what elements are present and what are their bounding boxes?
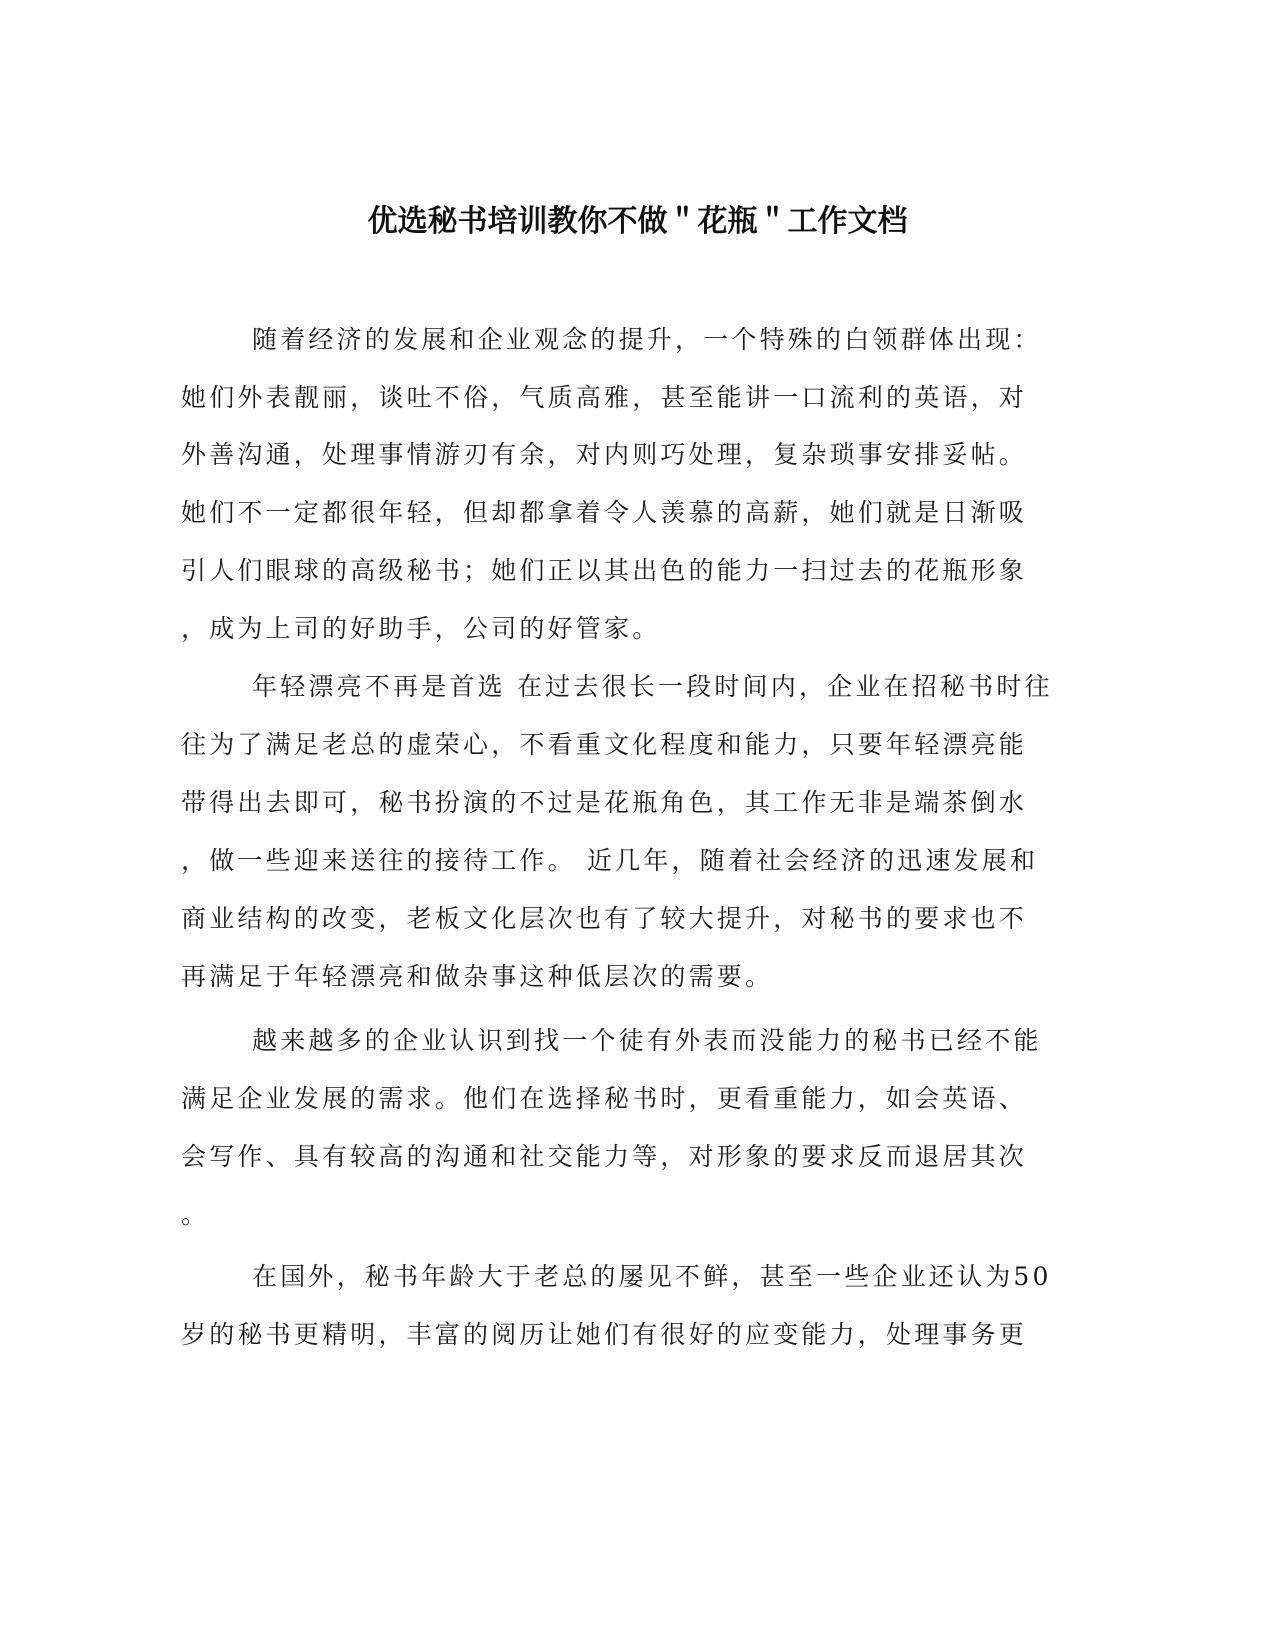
paragraph-2-line-5: 商业结构的改变，老板文化层次也有了较大提升，对秘书的要求也不 (181, 904, 1028, 933)
paragraph-3-line-3: 会写作、具有较高的沟通和社交能力等，对形象的要求反而退居其次 (181, 1142, 1028, 1171)
paragraph-3-line-4: 。 (181, 1200, 210, 1229)
paragraph-1-line-4: 她们不一定都很年轻，但却都拿着令人羡慕的高薪，她们就是日渐吸 (181, 498, 1028, 527)
paragraph-3-line-2: 满足企业发展的需求。他们在选择秘书时，更看重能力，如会英语、 (181, 1084, 1028, 1113)
paragraph-4-line-1: 在国外，秘书年龄大于老总的屡见不鲜，甚至一些企业还认为50 (252, 1262, 1052, 1291)
paragraph-3-line-1: 越来越多的企业认识到找一个徒有外表而没能力的秘书已经不能 (252, 1026, 1042, 1055)
paragraph-1-line-3: 外善沟通，处理事情游刃有余，对内则巧处理，复杂琐事安排妥帖。 (181, 440, 1028, 469)
paragraph-2-line-4: ，做一些迎来送往的接待工作。 近几年，随着社会经济的迅速发展和 (181, 846, 1039, 875)
paragraph-1-line-1: 随着经济的发展和企业观念的提升，一个特殊的白领群体出现： (252, 325, 1042, 354)
paragraph-1-line-2: 她们外表靓丽，谈吐不俗，气质高雅，甚至能讲一口流利的英语，对 (181, 383, 1028, 412)
paragraph-1-line-6: ，成为上司的好助手，公司的好管家。 (181, 614, 661, 643)
document-title: 优选秘书培训教你不做＂花瓶＂工作文档 (367, 204, 908, 239)
paragraph-2-line-2: 往为了满足老总的虚荣心，不看重文化程度和能力，只要年轻漂亮能 (181, 730, 1028, 759)
paragraph-4-line-2: 岁的秘书更精明，丰富的阅历让她们有很好的应变能力，处理事务更 (181, 1320, 1028, 1349)
paragraph-1-line-5: 引人们眼球的高级秘书；她们正以其出色的能力一扫过去的花瓶形象 (181, 556, 1028, 585)
paragraph-2-line-1: 年轻漂亮不再是首选 在过去很长一段时间内，企业在招秘书时往 (252, 672, 1053, 701)
paragraph-2-line-3: 带得出去即可，秘书扮演的不过是花瓶角色，其工作无非是端茶倒水 (181, 788, 1028, 817)
paragraph-2-line-6: 再满足于年轻漂亮和做杂事这种低层次的需要。 (181, 962, 774, 991)
